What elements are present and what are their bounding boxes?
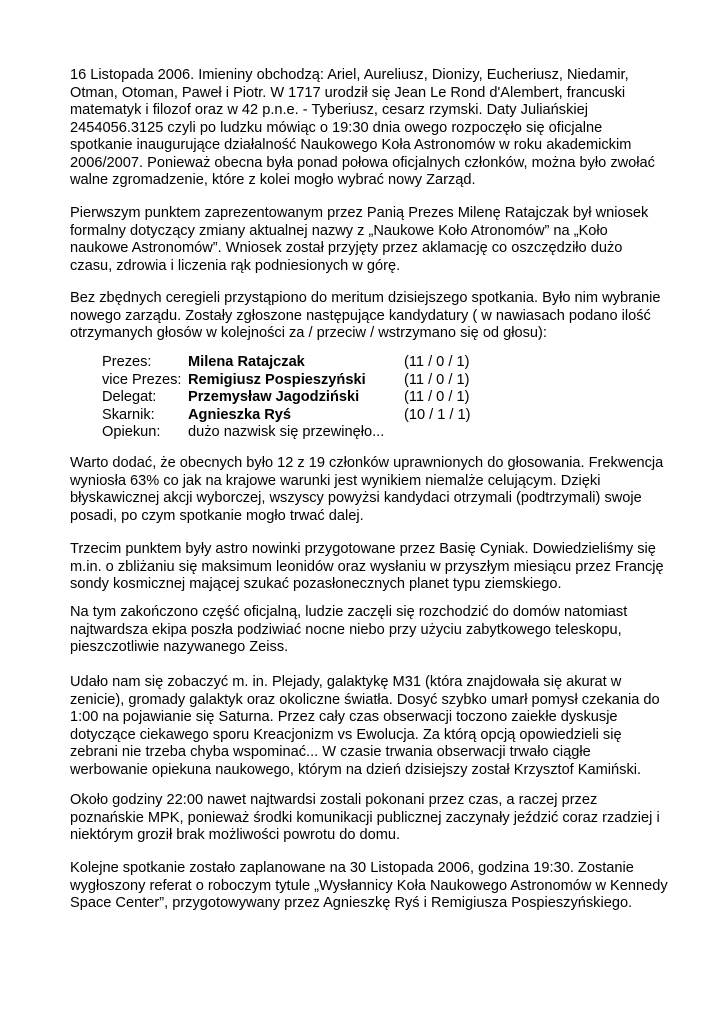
paragraph-next-meeting: Kolejne spotkanie zostało zaplanowane na 30 Listopada 2006, godzina 19:30. Zostanie wygłoszony referat o roboczym tytule „Wysłannicy Koła Naukowego Astronomów w Kennedy Space Center”, przygotowywany przez Agnieszkę Ryś i Remigiusza Pospieszyńskiego. [70, 860, 668, 911]
candidate-row [102, 407, 522, 425]
paragraph-turnout: Warto dodać, że obecnych było 12 z 19 członków uprawnionych do głosowania. Frekwencja wyniosła 63% co jak na krajowe warunki jest wynikiem niemalże celującym. Dzięki błyskawicznej akcji wyborczej, wszyscy powyżsi kandydaci otrzymali (podtrzymali) swoje posadi, po czym spotkanie mogło trwać dalej. [70, 455, 664, 524]
paragraph-observations: Udało nam się zobaczyć m. in. Plejady, galaktykę M31 (która znajdowała się akurat w zenicie), gromady galaktyk oraz okoliczne światła. Dosyć szybko umarł pomysł czekania do 1:00 na pojawianie się Saturna. Przez cały czas obserwacji toczono zaiekłe dyskusje dotyczące ciekawego sporu Kreacjonizm vs Ewolucja. Za którą opcją opowiedzieli się zebrani nie trzeba chyba wspominać... W czasie trwania obserwacji trwało ciągłe werbowanie opiekuna naukowego, którym na dzień dzisiejszy został Krzysztof Kamiński. [70, 674, 660, 778]
candidate-role: Prezes: [102, 354, 152, 370]
candidate-row [102, 424, 522, 442]
paragraph-observation-start: Na tym zakończono część oficjalną, ludzie zaczęli się rozchodzić do domów natomiast najtwardsza ekipa poszła podziwiać nocne niebo przy użyciu zabytkowego teleskopu, pieszczotliwie nazywanego Zeiss. [70, 604, 628, 655]
paragraph-intro: 16 Listopada 2006. Imieniny obchodzą: Ariel, Aureliusz, Dionizy, Eucheriusz, Niedamir, Otman, Otoman, Paweł i Piotr. W 1717 urodził się Jean Le Rond d'Alembert, francuski matematyk i filozof oraz w 42 p.n.e. - Tyberiusz, cesarz rzymski. Daty Juliańskiej 2454056.3125 czyli po ludzku mówiąc o 19:30 dnia owego rozpoczęło się oficjalne spotkanie inaugurujące działalność Naukowego Koła Astronomów w roku akademickim 2006/2007. Ponieważ obecna była ponad połowa oficjalnych członków, można było zwołać walne zgromadzenie, które z kolei mogło wybrać nowy Zarząd. [70, 67, 655, 188]
candidate-list [102, 354, 522, 442]
candidate-row [102, 354, 522, 372]
candidate-name: Przemysław Jagodziński [188, 389, 360, 405]
candidate-votes: (11 / 0 / 1) [404, 371, 470, 388]
candidate-votes: (11 / 0 / 1) [404, 354, 470, 370]
paragraph-astro-news: Trzecim punktem były astro nowinki przygotowane przez Basię Cyniak. Dowiedzieliśmy się m.in. o zbliżaniu się maksimum leonidów oraz wysłaniu w przyszłym miesiącu przez Francję sondy kosmicznej mającej szukać pozasłonecznych planet typu ziemskiego. [70, 541, 664, 592]
paragraph-election: Bez zbędnych ceregieli przystąpiono do meritum dzisiejszego spotkania. Było nim wybranie nowego zarządu. Zostały zgłoszone następujące kandydatury ( w nawiasach podano ilość otrzymanych głosów w kolejności za / przeciw / wstrzymano się od głosu): [70, 290, 661, 341]
candidate-votes: (10 / 1 / 1) [404, 406, 471, 423]
paragraph-name-change: Pierwszym punktem zaprezentowanym przez Panią Prezes Milenę Ratajczak był wniosek formalny dotyczący zmiany aktualnej nazwy z „Naukowe Koło Atronomów” na „Koło naukowe Astronomów”. Wniosek został przyjęty przez aklamację co oszczędziło dużo czasu, zdrowia i liczenia rąk podniesionych w górę. [70, 205, 649, 274]
paragraph-ending: Około godziny 22:00 nawet najtwardsi zostali pokonani przez czas, a raczej przez poznańskie MPK, ponieważ środki komunikacji publicznej zaczynały jeździć coraz rzadziej i niektórym groził brak możliwości powrotu do domu. [70, 792, 660, 843]
candidate-role: vice Prezes: [102, 371, 182, 388]
candidate-name: Remigiusz Pospieszyński [188, 371, 366, 388]
candidate-row [102, 372, 522, 390]
candidate-name: Milena Ratajczak [188, 354, 305, 370]
candidate-name: Agnieszka Ryś [188, 406, 292, 423]
candidate-role: Opiekun: [102, 424, 161, 440]
candidate-votes: (11 / 0 / 1) [404, 389, 470, 405]
candidate-name: dużo nazwisk się przewinęło... [188, 424, 385, 440]
candidate-row [102, 389, 522, 407]
candidate-role: Skarnik: [102, 406, 155, 423]
candidate-role: Delegat: [102, 389, 157, 405]
